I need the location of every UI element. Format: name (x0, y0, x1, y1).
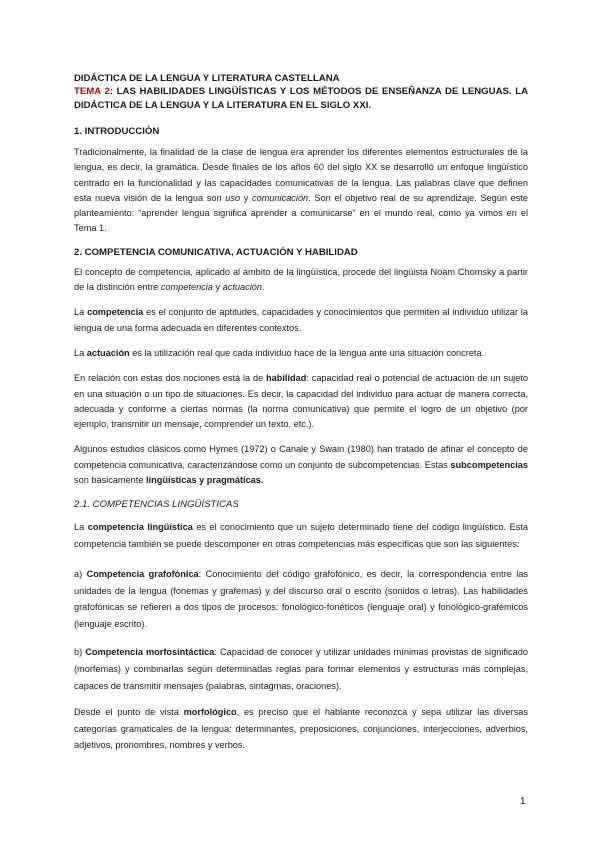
paragraph: El concepto de competencia, aplicado al ámbito de la lingüística, procede del lingüista Noam Chomsky a partir de la distinción entre competencia y actuación. (74, 266, 528, 293)
subsection-heading-competencias-linguisticas: 2.1. COMPETENCIAS LINGÜÍSTICAS (74, 499, 239, 511)
page-number: 1 (520, 796, 526, 807)
paragraph: Desde el punto de vista morfológico, es preciso que el hablante reconozca y sepa utilizar las diversas categorías gramaticales de la lengua: determinantes, preposiciones, conjunciones, interjecciones, adverbios, adjetivos, pronombres, nombres y verbos. (74, 707, 529, 751)
list-item: b) Competencia morfosintáctica: Capacidad de conocer y utilizar unidades mínimas provistas de significado (morfemas) y combinarlas según determinadas reglas para formar elementos y estructuras más complejas, capaces de transmitir mensajes (palabras, sintagmas, oraciones). (74, 647, 528, 692)
document-title: DIDÁCTICA DE LA LENGUA Y LITERATURA CASTELLANA (74, 73, 340, 84)
tema-number: TEMA 2 (74, 86, 110, 97)
paragraph: La competencia es el conjunto de aptitudes, capacidades y conocimientos que permiten al individuo utilizar la lengua de una forma adecuada en diferentes contextos. (74, 307, 528, 333)
document-page (74, 72, 528, 754)
paragraph: La actuación es la utilización real que cada individuo hace de la lengua ante una situación concreta. (74, 347, 485, 358)
section-heading-introduccion: 1. INTRODUCCIÓN (74, 126, 160, 137)
paragraph: En relación con estas dos nociones está la de habilidad: capacidad real o potencial de actuación de un sujeto en una situación o un tipo de situaciones. Es decir, la capacidad del individuo para actuar de manera correcta, adecuada y conforme a ciertas normas (la norma comunicativa) que permite el logro de un objetivo (por ejemplo, transmitir un mensaje, comprender un texto, etc.). (74, 373, 528, 430)
tema-title: : LAS HABILIDADES LINGÜÍSTICAS Y LOS MÉTODOS DE ENSEÑANZA DE LENGUAS. LA DIDÁCTICA DE LA LENGUA Y LA LITERATURA EN EL SIGLO XXI. (74, 86, 528, 111)
paragraph: La competencia lingüística es el conocimiento que un sujeto determinado tiene del código lingüístico. Esta competencia también se puede descomponer en otras competencias más específicas que son las siguientes: (74, 522, 528, 550)
paragraph: Tradicionalmente, la finalidad de la clase de lengua era aprender los diferentes elementos estructurales de la lengua, es decir, la gramática. Desde finales de los años 60 del siglo XX se desarrolló un enfoque lingüístico centrado en la funcionalidad y las capacidades comunicativas de la lengua. Las palabras clave que definen esta nueva visión de la lengua son uso y comunicación. Son el objetivo real de su aprendizaje. Según este planteamiento: “aprender lengua significa aprender a comunicarse” en el mundo real, como ya vimos en el Tema 1. (74, 147, 529, 234)
tema-heading (74, 85, 528, 113)
section-heading-competencia: 2. COMPETENCIA COMUNICATIVA, ACTUACIÓN Y HABILIDAD (74, 246, 358, 258)
list-item: a) Competencia grafofónica: Conocimiento del código grafofónico, es decir, la correspondencia entre las unidades de la lengua (fonemas y grafemas) y del discurso oral o escrito (sonidos o letras). Las habilidades grafofónicas se refieren a dos tipos de procesos: fonológico-fonéticos (lenguaje oral) y fonológico-grafémicos (lenguaje escrito). (74, 569, 528, 629)
paragraph: Algunos estudios clásicos como Hymes (1972) o Canale y Swain (1980) han tratado de afinar el concepto de competencia comunicativa, caracterizándose como un conjunto de subcompetencias. Estas subcompetencias son básicamente lingüísticas y pragmáticas. (74, 444, 528, 486)
